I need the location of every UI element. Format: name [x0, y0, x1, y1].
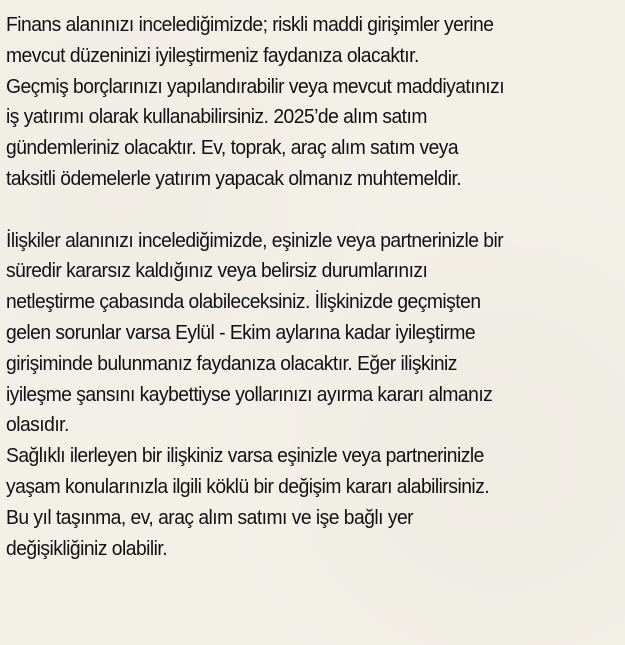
- text-line: Sağlıklı ilerleyen bir ilişkiniz varsa eşinizle veya partnerinizle: [6, 444, 484, 468]
- text-line: netleştirme çabasında olabileceksiniz. İlişkinizde geçmişten: [6, 290, 481, 314]
- text-line: gündemleriniz olacaktır. Ev, toprak, araç alım satım veya: [6, 136, 459, 160]
- text-line: taksitli ödemelerle yatırım yapacak olmanız muhtemeldir.: [6, 166, 462, 190]
- text-line: yaşam konularınızla ilgili köklü bir değişim kararı alabilirsiniz.: [6, 474, 490, 498]
- text-line: Geçmiş borçlarınızı yapılandırabilir veya mevcut maddiyatınızı: [6, 74, 505, 98]
- paragraph-finance: [6, 10, 621, 195]
- text-line: Finans alanınızı incelediğimizde; riskli maddi girişimler yerine: [6, 13, 494, 36]
- text-line: süredir kararsız kaldığınız veya belirsiz durumlarınızı: [6, 259, 428, 283]
- paragraph-gap: [6, 195, 621, 226]
- text-line: girişiminde bulunmanız faydanıza olacaktır. Eğer ilişkiniz: [6, 351, 457, 375]
- text-line: iyileşme şansını kaybettiyse yollarınızı ayırma kararı almanız: [6, 382, 493, 406]
- text-line: değişikliğiniz olabilir.: [6, 536, 168, 560]
- article-text: [6, 10, 621, 564]
- text-line: mevcut düzeninizi iyileştirmeniz faydanıza olacaktır.: [6, 43, 419, 67]
- text-line: Bu yıl taşınma, ev, araç alım satımı ve işe bağlı yer: [6, 505, 414, 529]
- text-line: olasıdır.: [6, 413, 69, 437]
- paragraph-healthy-relationship: [6, 441, 621, 564]
- text-line: İlişkiler alanınızı incelediğimizde, eşinizle veya partnerinizle bir: [6, 228, 504, 252]
- paragraph-relationships: [6, 226, 621, 442]
- text-line: gelen sorunlar varsa Eylül - Ekim aylarına kadar iyileştirme: [6, 320, 476, 344]
- text-line: iş yatırımı olarak kullanabilirsiniz. 2025’de alım satım: [6, 105, 427, 129]
